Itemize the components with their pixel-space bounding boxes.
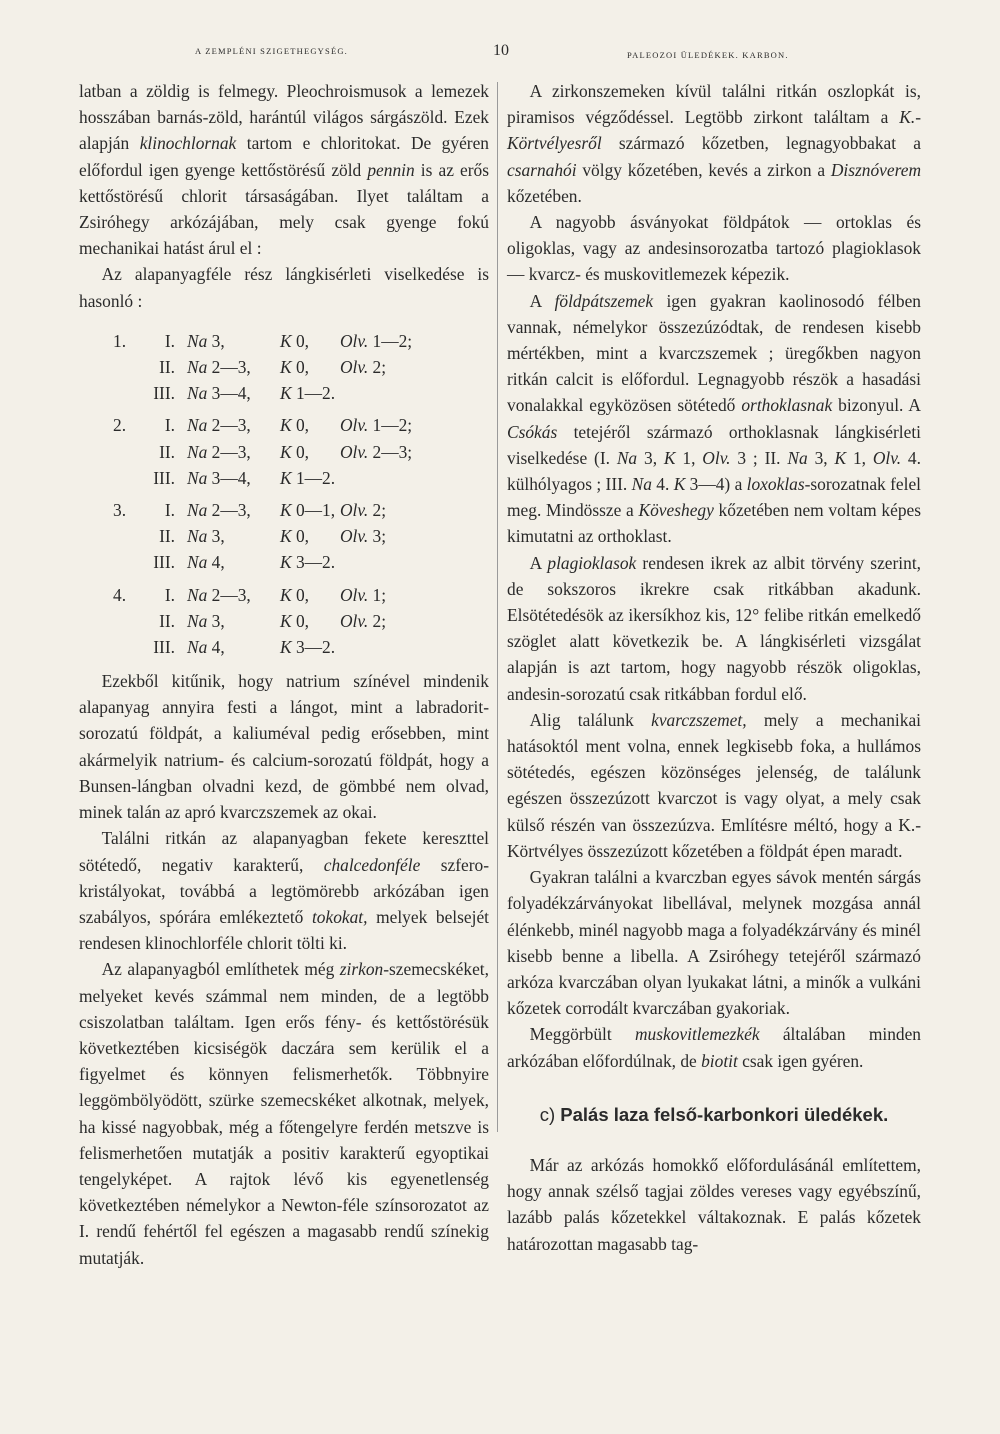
right-column xyxy=(507,78,921,1257)
na-value: Na 4, xyxy=(187,552,225,573)
roman-numeral: III. xyxy=(153,636,175,657)
olv-value: Olv. 3; xyxy=(340,526,387,547)
k-value: K 0, xyxy=(280,415,309,436)
roman-numeral: II. xyxy=(159,610,175,631)
sample-number: 4. xyxy=(113,584,127,605)
italic-term: K xyxy=(834,447,847,468)
italic-term: muskovitlemezkék xyxy=(634,1024,760,1045)
na-value: Na 2—3, xyxy=(187,441,251,462)
flame-test-table xyxy=(79,328,489,660)
running-title-left: A ZEMPLÉNI SZIGETHEGYSÉG. xyxy=(195,46,349,56)
italic-term: klinochlornak xyxy=(139,133,237,154)
italic-term: kvarczszemet, xyxy=(651,709,747,730)
table-row xyxy=(79,497,489,523)
olv-value: Olv. 2; xyxy=(340,610,387,631)
italic-term: loxoklas xyxy=(746,474,805,495)
k-value: K 0, xyxy=(280,610,309,631)
olv-value: Olv. 1; xyxy=(340,584,387,605)
paragraph: Találni ritkán az alapanyagban fekete kereszttel sötétedő, negativ karakterű, chalcedonféle szferokristályokat, továbbá a legtömörebb arkózában igen szabályos, spórára emlékeztető tokokat, melyek belsejét rendesen klinochlorféle chlorit tölti ki. xyxy=(79,828,490,954)
paragraph: A földpátszemek igen gyakran kaolinosodó félben vannak, némelykor összezúzódtak, de rendesen kisebb mértékben, mint a kvarczszemek ; üregőkben nagyon ritkán calcit is előfordul. Legnagyobb részök a hasadási vonalakkal egyközösen sötétedő orthoklasnak bizonyul. A Csókás tetejéről származó orthoklasnak lángkisérleti viselkedése (I. Na 3, K 1, Olv. 3 ; II. Na 3, K 1, Olv. 4. külhólyagos ; III. Na 4. K 3—4) a loxoklas-sorozatnak felel meg. Mindössze a Köveshegy kőzetében nem voltam képes kimutatni az orthoklast. xyxy=(507,290,922,547)
italic-term: orthoklasnak xyxy=(741,395,833,416)
paragraph: Már az arkózás homokkő előfordulásánál említettem, hogy annak szélső tagjai zöldes vereses vagy egyébszínű, lazább palás kőzetekkel váltakoznak. E palás kőzetek határozottan magasabb tag- xyxy=(507,1154,921,1254)
italic-term: Csókás xyxy=(507,421,558,442)
italic-term: biotit xyxy=(701,1050,738,1071)
paragraph: A zirkonszemeken kívül találni ritkán oszlopkát is, piramisos végződéssel. Legtöbb zirkont találtam a K.-Körtvélyesről származó kőzetben, legnagyobbakat a csarnahói völgy kőzetében, kevés a zirkon a Disznóverem kőzetében. xyxy=(507,81,921,206)
olv-value: Olv. 1—2; xyxy=(340,330,413,351)
k-value: K 3—2. xyxy=(280,636,336,657)
table-row xyxy=(79,354,489,380)
na-value: Na 4, xyxy=(187,636,225,657)
sample-number: 2. xyxy=(113,415,127,436)
page-number: 10 xyxy=(493,42,509,59)
roman-numeral: I. xyxy=(164,330,175,351)
section-title: Palás laza felső-karbonkori üledékek. xyxy=(560,1103,889,1125)
italic-term: Na xyxy=(787,447,808,468)
roman-numeral: II. xyxy=(159,526,175,547)
sample-number: 3. xyxy=(113,499,127,520)
italic-term: zirkon xyxy=(339,959,384,980)
italic-term: K xyxy=(673,474,686,495)
k-value: K 0, xyxy=(280,330,309,351)
roman-numeral: I. xyxy=(164,415,175,436)
paragraph: Gyakran találni a kvarczban egyes sávok mentén sárgás folyadékzárványokat libellával, melynek mozgása annál élénkebb, minél nagyobb maga a folyadékzárvány és minél kisebb benne a libella. A Zsiróhegy tetejéről származó arkóza kvarczában olyan lyukakat látni, a minők a vulkáni kőzetek corrodált kvarczában gyakoriak. xyxy=(507,867,921,1019)
paragraph: Ezekből kitűnik, hogy natrium színével mindenik alapanyag annyira festi a lángot, mint a labradorit-sorozatú földpát, a kaliuméval pedig erősebben, mint akármelyik natrium- és calcium-sorozatú földpát, hogy a Bunsen-lángban olvadni kezd, de gömbbé nem olvad, minek talán az apró kvarczszemek az okai. xyxy=(79,671,489,823)
italic-term: Na xyxy=(631,474,652,495)
roman-numeral: III. xyxy=(153,383,175,404)
table-row xyxy=(79,582,489,608)
italic-term: plagioklasok xyxy=(547,552,637,573)
k-value: K 3—2. xyxy=(280,552,336,573)
k-value: K 0, xyxy=(280,526,309,547)
italic-term: pennin xyxy=(367,159,415,180)
k-value: K 1—2. xyxy=(280,383,336,404)
roman-numeral: III. xyxy=(153,552,175,573)
na-value: Na 3, xyxy=(187,330,225,351)
roman-numeral: I. xyxy=(164,499,175,520)
table-row xyxy=(79,380,489,406)
table-row xyxy=(79,439,489,465)
italic-term: földpátszemek xyxy=(554,290,654,311)
paragraph: latban a zöldig is felmegy. Pleochroismusok a lemezek hosszában barnás-zöld, harántúl világos sárgászöld. Ezek alapján klinochlornak tartom e chloritokat. De gyéren előfordul igen gyenge kettőstörésű zöld pennin is az erős kettőstörésű chlorit társaságában. Ilyet találtam a Zsiróhegy arkózájában, mely csak gyenge fokú mechanikai hatást árul el : xyxy=(79,81,489,259)
italic-term: K.-Körtvélyesről xyxy=(507,107,921,154)
italic-term: csarnahói xyxy=(507,159,577,180)
running-title-right: PALEOZOI ÜLEDÉKEK. KARBON. xyxy=(627,50,789,60)
table-row xyxy=(79,523,489,549)
table-row xyxy=(79,549,489,575)
na-value: Na 2—3, xyxy=(187,415,251,436)
left-column xyxy=(79,78,489,1271)
olv-value: Olv. 2; xyxy=(340,357,387,378)
na-value: Na 3, xyxy=(187,526,225,547)
paragraph: A nagyobb ásványokat földpátok — ortoklas és oligoklas, vagy az andesinsorozatba tartozó plagioklasok — kvarcz- és muskovitlemezek képezik. xyxy=(507,212,921,285)
olv-value: Olv. 2—3; xyxy=(340,441,413,462)
olv-value: Olv. 1—2; xyxy=(340,415,413,436)
roman-numeral: III. xyxy=(153,467,175,488)
paragraph: Alig találunk kvarczszemet, mely a mechanikai hatásoktól ment volna, ennek legkisebb foka, a hullámos sötétedés, egészen közönséges jelenség, de találunk egészen összezúzott kvarczot is vagy olyat, a mely csak külső részén van összezúzva. Említésre méltó, hogy a K.-Körtvélyes összezúzott kőzetében a földpát épen maradt. xyxy=(507,709,921,861)
italic-term: Olv. xyxy=(702,447,731,468)
column-divider xyxy=(497,82,498,1132)
na-value: Na 2—3, xyxy=(187,584,251,605)
italic-term: Köveshegy xyxy=(638,500,714,521)
na-value: Na 3, xyxy=(187,610,225,631)
italic-term: tokokat, xyxy=(311,906,368,927)
paragraph: Az alapanyagból említhetek még zirkon-szemecskéket, melyeket kevés számmal nem minden, de a legtöbb csiszolatban találtam. Igen erős fény- és kettőstörésük következtében kicsiségök daczára sem kerülik el a figyelmet és könnyen felismerhetők. Többnyire leggömbölyödött, szürke szemecskéket alkotnak, melyek, ha kissé nagyobbak, még a főtengelyre ferdén metszve is felismerhetően mutatják a positiv karakterű egyoptikai tengelyképet. A rajtok lévő kis egyenetlenség következtében némelykor a Newton-féle színsorozatot az I. rendű fehértől fel egészen a magasabb rendű színekig mutatják. xyxy=(79,959,489,1268)
k-value: K 0, xyxy=(280,357,309,378)
k-value: K 0—1, xyxy=(280,499,336,520)
table-row xyxy=(79,328,489,354)
roman-numeral: II. xyxy=(159,357,175,378)
paragraph: Meggörbült muskovitlemezkék általában minden arkózában előfordúlnak, de biotit csak igen gyéren. xyxy=(507,1024,921,1071)
table-row xyxy=(79,465,489,491)
k-value: K 1—2. xyxy=(280,467,336,488)
sample-number: 1. xyxy=(113,330,127,351)
roman-numeral: I. xyxy=(164,584,175,605)
table-row xyxy=(79,412,489,438)
na-value: Na 3—4, xyxy=(187,467,251,488)
na-value: Na 2—3, xyxy=(187,499,251,520)
italic-term: chalcedonféle xyxy=(323,854,421,875)
table-row xyxy=(79,608,489,634)
k-value: K 0, xyxy=(280,584,309,605)
section-heading xyxy=(507,1102,921,1128)
paragraph: Az alapanyagféle rész lángkisérleti viselkedése is hasonló : xyxy=(79,264,489,311)
na-value: Na 2—3, xyxy=(187,357,251,378)
section-prefix: c) xyxy=(539,1103,556,1125)
olv-value: Olv. 2; xyxy=(340,499,387,520)
italic-term: Disznóverem xyxy=(830,159,921,180)
roman-numeral: II. xyxy=(159,441,175,462)
italic-term: K xyxy=(663,447,676,468)
table-row xyxy=(79,634,489,660)
k-value: K 0, xyxy=(280,441,309,462)
na-value: Na 3—4, xyxy=(187,383,251,404)
italic-term: Na xyxy=(616,447,638,468)
italic-term: Olv. xyxy=(872,447,902,468)
paragraph: A plagioklasok rendesen ikrek az albit törvény szerint, de sokszoros ikrekre csak ritkábban akadunk. Elsötétedésök az ikersíkhoz kis, 12° felibe ritkán emelkedő szöglet alatt következik be. A lángkisérleti vizsgálat alapján is azt tartom, hogy nagyobb részök oligoklas, andesin-sorozatú csak ritkábban fordul elő. xyxy=(507,552,921,704)
page-header xyxy=(0,42,1000,66)
